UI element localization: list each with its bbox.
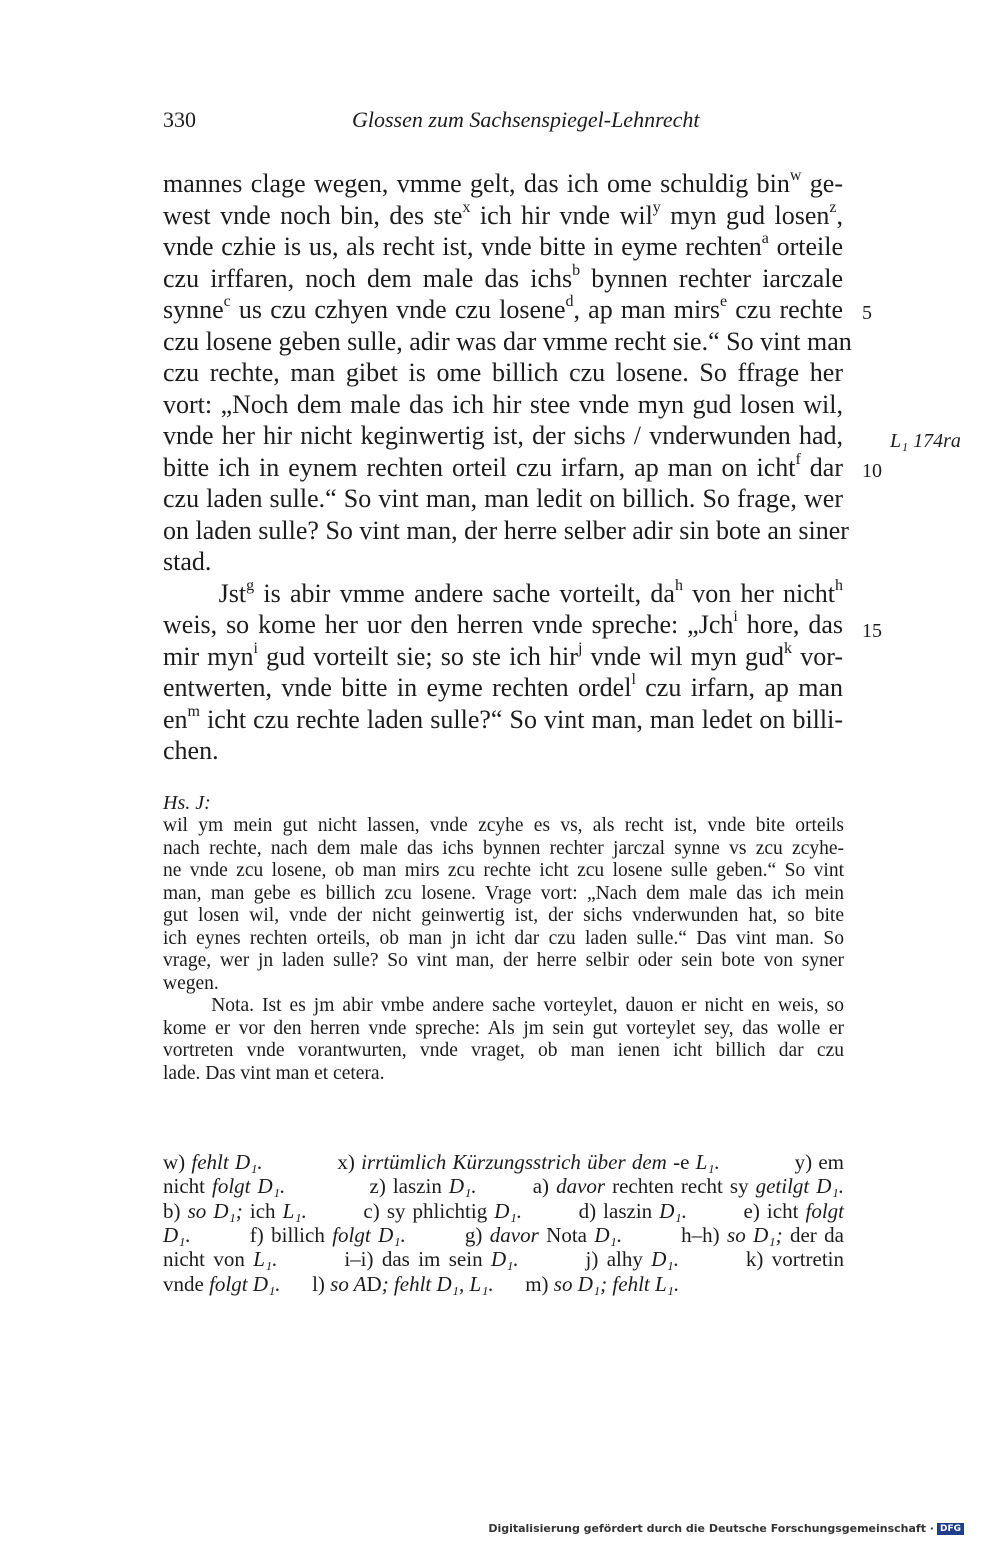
footnote-marker: z bbox=[829, 198, 837, 216]
footnote-line: D₁. f) billich folgt D₁. g) davor Nota D₁. h–h) so D₁; der da bbox=[163, 1222, 844, 1247]
line-number: 5 bbox=[862, 302, 872, 324]
footnote-marker: j bbox=[577, 639, 583, 657]
apparatus-label: Hs. J: bbox=[163, 792, 211, 814]
text-line bbox=[163, 483, 843, 515]
text-line bbox=[163, 578, 843, 610]
footnote-line: w) fehlt D₁. x) irrtümlich Kürzungsstrich über dem -e L₁. y) em bbox=[163, 1150, 844, 1174]
text-line bbox=[163, 200, 843, 232]
text-segment: czu irffaren, noch dem male das ichs bbox=[163, 263, 573, 293]
apparatus-line: nach rechte, nach dem male das ichs bynnen rechter jarczal synne vs zcu zcyhe- bbox=[163, 837, 844, 859]
running-title: Glossen zum Sachsenspiegel-Lehnrecht bbox=[352, 107, 700, 132]
text-segment: mir myn bbox=[163, 641, 254, 671]
text-segment: Jst bbox=[163, 578, 247, 608]
manuscript-folio-note: L₁ 174ra bbox=[890, 430, 961, 452]
text-segment: hore, das bbox=[737, 610, 843, 639]
text-segment: vnde wil myn gud bbox=[582, 641, 785, 671]
text-segment: chen. bbox=[163, 736, 219, 765]
text-line bbox=[163, 263, 843, 295]
text-segment: dar bbox=[800, 452, 843, 482]
text-segment: is abir vmme andere sache vorteilt, da bbox=[254, 578, 675, 608]
text-line bbox=[163, 389, 843, 421]
text-segment: vor- bbox=[792, 641, 843, 671]
footnote-marker: l bbox=[631, 671, 636, 689]
footnote-marker: i bbox=[733, 608, 738, 626]
text-line bbox=[163, 515, 849, 547]
text-segment: czu losene geben sulle, adir was dar vmme recht sie.“ So vint man bbox=[163, 326, 852, 356]
text-segment: bynnen rechter iarczale bbox=[580, 263, 844, 293]
footnote-marker: e bbox=[720, 293, 728, 311]
text-segment: von her nicht bbox=[682, 578, 835, 608]
text-segment: vnde czhie is us, als recht ist, vnde bitte in eyme rechten bbox=[163, 232, 762, 261]
text-segment: czu laden sulle.“ So vint man, man ledit on billich. So frage, wer bbox=[163, 484, 843, 513]
text-segment: orteile bbox=[768, 232, 843, 261]
footnote-marker: h bbox=[835, 576, 843, 594]
footnote-marker: k bbox=[784, 639, 793, 657]
text-segment: bitte ich in eynem rechten orteil czu irfarn, ap man on icht bbox=[163, 452, 796, 482]
apparatus-line: ich eynes rechten orteils, ob man jn icht dar czu laden sulle.“ Das vint man. So bbox=[163, 927, 844, 949]
text-line bbox=[163, 168, 843, 200]
apparatus-line: wegen. bbox=[163, 972, 219, 994]
text-segment: , ap man mirs bbox=[573, 295, 720, 324]
text-segment: czu rechte, man gibet is ome billich czu losene. So ffrage her bbox=[163, 358, 843, 387]
text-segment: , bbox=[836, 200, 843, 230]
apparatus-line: vortreten vnde vorantwurten, vnde vraget, ob man ienen icht billich dar czu bbox=[163, 1040, 844, 1061]
apparatus-line: Nota. Ist es jm abir vmbe andere sache vorteylet, dauon er nicht en weis, so bbox=[163, 995, 844, 1016]
text-line bbox=[163, 420, 843, 452]
text-segment: vnde her hir nicht keginwertig ist, der sichs / vnderwunden had, bbox=[163, 421, 843, 450]
apparatus-line: vrage, wer jn laden sulle? So vint man, der herre selbir oder sein bote von syner bbox=[163, 950, 844, 971]
text-line bbox=[163, 609, 843, 641]
text-segment: gud vorteilt sie; so ste ich hir bbox=[257, 641, 578, 671]
text-segment: en bbox=[163, 704, 188, 734]
page-number: 330 bbox=[163, 107, 196, 132]
text-segment: czu rechte bbox=[727, 295, 843, 324]
text-segment: west vnde noch bin, des ste bbox=[163, 200, 463, 230]
apparatus-line: wil ym mein gut nicht lassen, vnde zcyhe es vs, als recht ist, vnde bite orteils bbox=[163, 815, 844, 836]
text-line bbox=[163, 546, 843, 578]
text-line bbox=[163, 704, 843, 736]
footnote-marker: f bbox=[795, 450, 801, 468]
apparatus-line: man, man gebe es billich zcu losene. Vrage vort: „Nach dem male das ich mein bbox=[163, 882, 844, 904]
footnote-marker: d bbox=[565, 293, 574, 311]
text-segment: vort: „Noch dem male das ich hir stee vnde myn gud losen wil, bbox=[163, 389, 843, 419]
footnote-line: nicht folgt D₁. z) laszin D₁. a) davor rechten recht sy getilgt D₁. bbox=[163, 1174, 844, 1199]
footnote-marker: h bbox=[674, 576, 683, 594]
apparatus-line: kome er vor den herren vnde spreche: Als jm sein gut vorteylet sey, das wolle er bbox=[163, 1017, 844, 1039]
text-segment: ich hir vnde wil bbox=[470, 200, 653, 230]
text-segment: ge- bbox=[801, 169, 843, 198]
text-line bbox=[163, 735, 843, 767]
text-segment: icht czu rechte laden sulle?“ So vint man, man ledet on billi- bbox=[200, 704, 843, 734]
footnote-line: b) so D₁; ich L₁. c) sy phlichtig D₁. d) laszin D₁. e) icht folgt bbox=[163, 1198, 845, 1223]
footnote-marker: c bbox=[223, 293, 231, 311]
apparatus-line: lade. Das vint man et cetera. bbox=[163, 1062, 385, 1084]
footer-credit-text: Digitalisierung gefördert durch die Deutsche Forschungsgemeinschaft · bbox=[488, 1522, 934, 1535]
footnote-marker: w bbox=[789, 167, 802, 185]
text-segment: synne bbox=[163, 295, 224, 324]
apparatus-line: ne vnde zcu losene, ob man mirs zcu rechte icht zcu losene sulle geben.“ So vint bbox=[163, 860, 844, 881]
text-segment: us czu czhyen vnde czu losene bbox=[230, 295, 566, 324]
footnote-marker: i bbox=[253, 639, 258, 657]
line-number: 15 bbox=[862, 620, 882, 642]
text-line bbox=[163, 294, 843, 326]
text-line bbox=[163, 641, 843, 673]
text-line bbox=[163, 231, 843, 263]
footnote-marker: b bbox=[572, 261, 581, 279]
footnote-marker: m bbox=[187, 702, 200, 720]
footnote-marker: y bbox=[652, 198, 661, 216]
text-segment: weis, so kome her uor den herren vnde spreche: „Jch bbox=[163, 610, 734, 639]
footnote-marker: a bbox=[761, 230, 769, 248]
footnote-marker: g bbox=[246, 576, 255, 594]
text-segment: czu irfarn, ap man bbox=[635, 673, 843, 702]
text-segment: myn gud losen bbox=[660, 200, 830, 230]
text-segment: on laden sulle? So vint man, der herre selber adir sin bote an siner bbox=[163, 515, 849, 545]
footer-credit bbox=[488, 1522, 964, 1535]
footnote-marker: x bbox=[462, 198, 471, 216]
footnote-line: nicht von L₁. i–i) das im sein D₁. j) alhy D₁. k) vortretin bbox=[163, 1247, 845, 1272]
apparatus-line: gut losen wil, vnde der nicht geinwertig ist, der sichs vnderwunden hat, so bite bbox=[163, 905, 844, 926]
footnote-line: vnde folgt D₁. l) so AD; fehlt D₁, L₁. m) so D₁; fehlt L₁. bbox=[163, 1271, 680, 1296]
text-line bbox=[163, 672, 843, 704]
text-line bbox=[163, 452, 843, 484]
text-line bbox=[163, 357, 843, 389]
text-line bbox=[163, 326, 852, 358]
text-segment: stad. bbox=[163, 547, 212, 576]
dfg-logo: DFG bbox=[937, 1523, 964, 1535]
text-segment: entwerten, vnde bitte in eyme rechten ordel bbox=[163, 673, 632, 702]
line-number: 10 bbox=[862, 460, 882, 482]
text-segment: mannes clage wegen, vmme gelt, das ich ome schuldig bin bbox=[163, 169, 790, 198]
